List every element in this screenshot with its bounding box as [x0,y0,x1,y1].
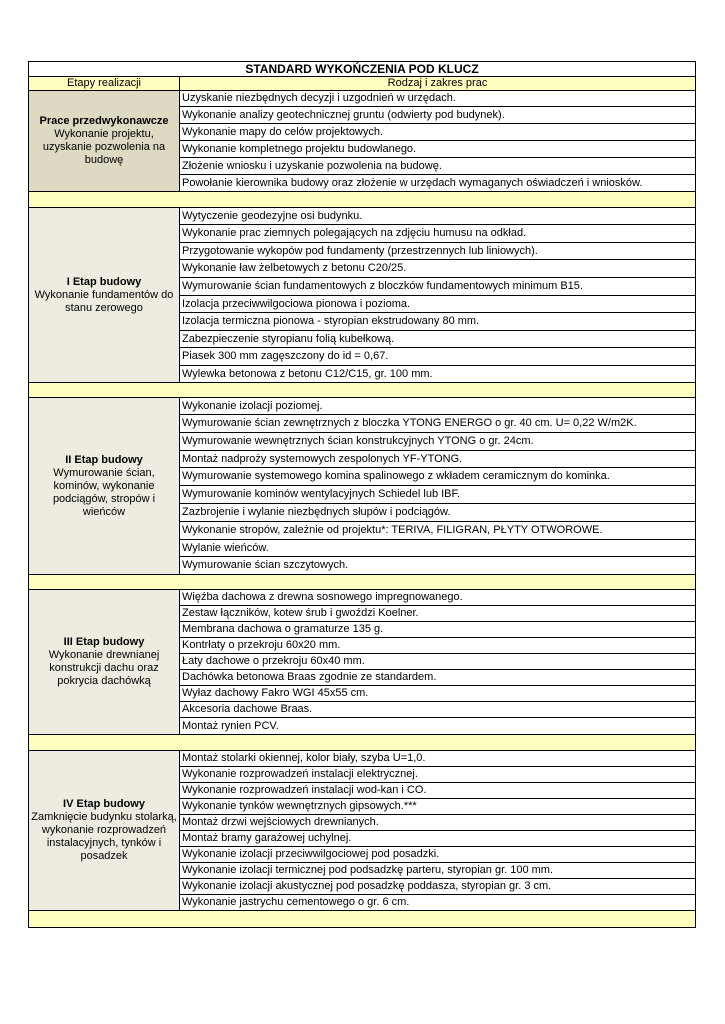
separator-row [29,383,696,398]
work-item: Montaż stolarki okiennej, kolor biały, szyba U=1,0. [180,751,696,767]
work-item: Zabezpieczenie styropianu folią kubełkową. [180,331,696,348]
work-item: Dachówka betonowa Braas zgodnie ze standardem. [180,670,696,686]
table-row [29,398,696,415]
work-item: Łaty dachowe o przekroju 60x40 mm. [180,654,696,670]
stage-description: Zamknięcie budynku stolarką, wykonanie rozprowadzeń instalacyjnych, tynków i posadzek [31,811,177,862]
separator-cell [29,575,696,590]
work-item: Izolacja przeciwwilgociowa pionowa i pozioma. [180,296,696,313]
work-item: Wykonanie izolacji poziomej. [180,398,696,415]
stage-cell [29,751,180,911]
work-item: Izolacja termiczna pionowa - styropian ekstrudowany 80 mm. [180,313,696,331]
separator-cell [29,735,696,751]
header-row [29,77,696,91]
work-item: Wymurowanie ścian fundamentowych z bloczków fundamentowych minimum B15. [180,278,696,296]
work-item: Wykonanie rozprowadzeń instalacji elektrycznej. [180,767,696,783]
table-row [29,590,696,606]
stage-name: IV Etap budowy [63,798,145,810]
table-row [29,91,696,107]
work-item: Piasek 300 mm zagęszczony do id = 0,67. [180,348,696,366]
work-item: Wykonanie tynków wewnętrznych gipsowych.*** [180,799,696,815]
work-item: Więźba dachowa z drewna sosnowego impregnowanego. [180,590,696,606]
work-item: Wymurowanie systemowego komina spalinowego z wkładem ceramicznym do kominka. [180,468,696,486]
stage-name: II Etap budowy [65,453,143,466]
stage-name: Prace przedwykonawcze [39,115,169,127]
work-item: Zazbrojenie i wylanie niezbędnych słupów i podciągów. [180,504,696,522]
table-row [29,208,696,225]
work-item: Wykonanie kompletnego projektu budowlanego. [180,141,696,158]
separator-cell [29,383,696,398]
stage-description: Wykonanie projektu, uzyskanie pozwolenia na budowę [42,128,166,166]
work-item: Montaż nadproży systemowych zespolonych YF-YTONG. [180,451,696,468]
work-item: Przygotowanie wykopów pod fundamenty (przestrzennych lub liniowych). [180,243,696,260]
stage-cell [29,91,180,192]
work-item: Wylewka betonowa z betonu C12/C15, gr. 100 mm. [180,366,696,383]
stage-cell [29,590,180,735]
work-item: Montaż rynien PCV. [180,718,696,735]
stage-description: Wykonanie drewnianej konstrukcji dachu oraz pokrycia dachówką [48,649,160,687]
separator-row [29,911,696,928]
separator-row [29,735,696,751]
work-item: Wykonanie rozprowadzeń instalacji wod-kan i CO. [180,783,696,799]
stage-name: III Etap budowy [63,636,145,648]
stage-cell [29,398,180,575]
standard-table-sheet [28,61,695,928]
work-item: Wykonanie jastrychu cementowego o gr. 6 cm. [180,895,696,911]
work-item: Zestaw łączników, kotew śrub i gwoździ Koelner. [180,606,696,622]
header-works: Rodzaj i zakres prac [180,77,696,91]
table-row [29,751,696,767]
work-item: Wykonanie analizy geotechnicznej gruntu (odwierty pod budynek). [180,107,696,124]
stage-description: Wykonanie fundamentów do stanu zerowego [34,288,174,314]
work-item: Kontrłaty o przekroju 60x20 mm. [180,638,696,654]
stage-description: Wymurowanie ścian, kominów, wykonanie podciągów, stropów i wieńców [52,466,156,518]
work-item: Wylanie wieńców. [180,540,696,557]
stage-name: I Etap budowy [66,275,142,288]
work-item: Montaż bramy garażowej uchylnej. [180,831,696,847]
work-item: Akcesoria dachowe Braas. [180,702,696,718]
separator-cell [29,911,696,928]
work-item: Uzyskanie niezbędnych decyzji i uzgodnień w urzędach. [180,91,696,107]
work-item: Wymurowanie ścian szczytowych. [180,557,696,575]
work-item: Wytyczenie geodezyjne osi budynku. [180,208,696,225]
work-item: Wymurowanie wewnętrznych ścian konstrukcyjnych YTONG o gr. 24cm. [180,433,696,451]
work-item: Wykonanie mapy do celów projektowych. [180,124,696,141]
work-item: Złożenie wniosku i uzyskanie pozwolenia na budowę. [180,158,696,175]
standard-table [28,61,696,928]
work-item: Wykonanie izolacji akustycznej pod posadzkę poddasza, styropian gr. 3 cm. [180,879,696,895]
work-item: Wyłaz dachowy Fakro WGI 45x55 cm. [180,686,696,702]
work-item: Wykonanie prac ziemnych polegających na zdjęciu humusu na odkład. [180,225,696,243]
stage-cell [29,208,180,383]
work-item: Wykonanie stropów, zależnie od projektu*: TERIVA, FILIGRAN, PŁYTY OTWOROWE. [180,522,696,540]
header-stages: Etapy realizacji [29,77,180,91]
separator-row [29,575,696,590]
table-body [29,62,696,928]
work-item: Wymurowanie kominów wentylacyjnych Schiedel lub IBF. [180,486,696,504]
work-item: Montaż drzwi wejściowych drewnianych. [180,815,696,831]
work-item: Wykonanie ław żelbetowych z betonu C20/25. [180,260,696,278]
work-item: Powołanie kierownika budowy oraz złożenie w urzędach wymaganych oświadczeń i wniosków. [180,175,696,192]
title-row [29,62,696,77]
work-item: Wymurowanie ścian zewnętrznych z bloczka YTONG ENERGO o gr. 40 cm. U= 0,22 W/m2K. [180,415,696,433]
work-item: Wykonanie izolacji przeciwwilgociowej pod posadzki. [180,847,696,863]
table-title: STANDARD WYKOŃCZENIA POD KLUCZ [29,62,696,77]
separator-cell [29,192,696,208]
work-item: Membrana dachowa o gramaturze 135 g. [180,622,696,638]
separator-row [29,192,696,208]
work-item: Wykonanie izolacji termicznej pod podsadzkę parteru, styropian gr. 100 mm. [180,863,696,879]
